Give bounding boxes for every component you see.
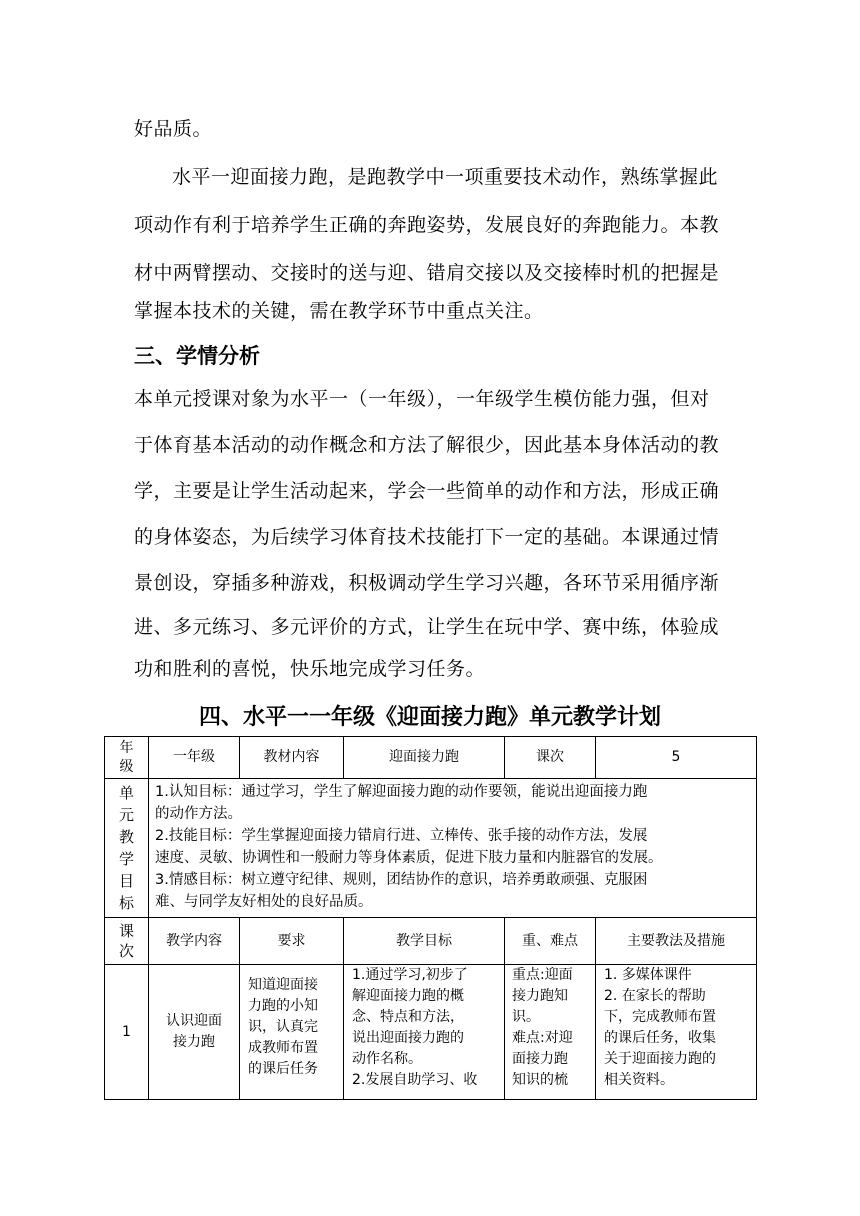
content-para-line: 水平一迎面接力跑，是跑教学中一项重要技术动作，熟练掌握此 bbox=[172, 166, 719, 188]
lesson1-content-cell bbox=[148, 964, 240, 1100]
lesson1-keypoints-cell bbox=[504, 964, 596, 1100]
lesson1-keypoints-line: 识。 bbox=[512, 1009, 540, 1025]
grade-label-cell bbox=[104, 736, 149, 779]
content-para-line: 材中两臂摆动、交接时的送与迎、错肩交接以及交接棒时机的把握是 bbox=[134, 262, 720, 284]
lesson1-methods-line: 的课后任务，收集 bbox=[604, 1030, 716, 1046]
table-title: 四、水平一一年级《迎面接力跑》单元教学计划 bbox=[198, 705, 661, 730]
goal-line: 3.情感目标：树立遵守纪律、规则，团结协作的意识，培养勇敢顽强、克服困 bbox=[155, 872, 648, 888]
lesson1-keypoints-line: 接力跑知 bbox=[512, 988, 568, 1004]
lesson1-objective-line: 动作名称。 bbox=[352, 1051, 422, 1067]
material-value-cell bbox=[343, 736, 505, 779]
analysis-para-line: 学，主要是让学生活动起来，学会一些简单的动作和方法，形成正确 bbox=[134, 480, 720, 502]
paragraph-tail: 好品质。 bbox=[134, 118, 213, 140]
lesson1-objective-line: 念、特点和方法， bbox=[352, 1009, 464, 1025]
header-objective: 教学目标 bbox=[396, 932, 452, 949]
material-value: 迎面接力跑 bbox=[389, 749, 459, 765]
analysis-para-line: 的身体姿态，为后续学习体育技术技能打下一定的基础。本课通过情 bbox=[134, 526, 720, 548]
lesson1-methods-line: 相关资料。 bbox=[604, 1072, 674, 1088]
lesson1-keypoints-line: 重点:迎面 bbox=[512, 967, 573, 983]
lesson1-methods-line: 2. 在家长的帮助 bbox=[604, 988, 706, 1004]
lesson1-keypoints-line: 难点:对迎 bbox=[512, 1030, 573, 1046]
lesson1-requirement-line: 识，认真完 bbox=[248, 1019, 318, 1035]
goal-line: 难、与同学友好相处的良好品质。 bbox=[155, 894, 373, 910]
lesson1-methods-line: 1. 多媒体课件 bbox=[604, 967, 692, 983]
lesson1-requirement-line: 成教师布置 bbox=[248, 1040, 318, 1056]
header-key-points: 重、难点 bbox=[522, 932, 578, 949]
material-label-cell bbox=[239, 736, 344, 779]
lesson1-objective-cell bbox=[343, 964, 505, 1100]
goal-line: 1.认知目标：通过学习，学生了解迎面接力跑的动作要领，能说出迎面接力跑 bbox=[155, 784, 648, 800]
lesson1-methods-line: 下，完成教师布置 bbox=[604, 1009, 716, 1025]
lesson1-requirement-cell bbox=[239, 964, 344, 1100]
lesson1-methods-line: 关于迎面接力跑的 bbox=[604, 1051, 716, 1067]
header-lesson: 课次 bbox=[118, 922, 134, 960]
header-methods-cell bbox=[595, 917, 757, 965]
grade-label: 年级 bbox=[119, 739, 134, 775]
lesson1-number: 1 bbox=[122, 1023, 131, 1040]
content-para-line: 掌握本技术的关键，需在教学环节中重点关注。 bbox=[134, 300, 544, 322]
lesson1-requirement-line: 的课后任务 bbox=[248, 1061, 318, 1077]
section-heading: 三、学情分析 bbox=[134, 344, 260, 368]
goals-label-cell bbox=[104, 778, 149, 918]
lesson1-number-cell bbox=[104, 964, 149, 1100]
lesson1-objective-line: 2.发展自助学习、收 bbox=[352, 1072, 478, 1088]
lesson-count-value: 5 bbox=[671, 749, 681, 765]
goals-label: 单元教学目标 bbox=[118, 784, 134, 912]
header-content-cell bbox=[148, 917, 240, 965]
header-requirement: 要求 bbox=[277, 932, 306, 949]
header-methods: 主要教法及措施 bbox=[627, 932, 725, 949]
analysis-para-line: 功和胜利的喜悦，快乐地完成学习任务。 bbox=[134, 658, 486, 680]
header-lesson-cell bbox=[104, 917, 149, 965]
grade-value: 一年级 bbox=[173, 749, 215, 765]
goal-line: 的动作方法。 bbox=[155, 806, 242, 822]
header-requirement-cell bbox=[239, 917, 344, 965]
lesson1-objective-line: 解迎面接力跑的概 bbox=[352, 988, 464, 1004]
analysis-para-line: 于体育基本活动的动作概念和方法了解很少，因此基本身体活动的教 bbox=[134, 434, 720, 456]
lesson1-requirement-line: 力跑的小知 bbox=[248, 998, 318, 1014]
goal-line: 2.技能目标：学生掌握迎面接力错肩行进、立棒传、张手接的动作方法，发展 bbox=[155, 828, 648, 844]
analysis-para-line: 景创设，穿插多种游戏，积极调动学生学习兴趣，各环节采用循序渐 bbox=[134, 572, 720, 594]
lesson1-keypoints-line: 知识的梳 bbox=[512, 1072, 568, 1088]
analysis-para-line: 进、多元练习、多元评价的方式，让学生在玩中学、赛中练，体验成 bbox=[134, 616, 720, 638]
goal-line: 速度、灵敏、协调性和一般耐力等身体素质，促进下肢力量和内脏器官的发展。 bbox=[155, 850, 663, 866]
header-content: 教学内容 bbox=[166, 932, 222, 949]
lesson1-methods-cell bbox=[595, 964, 757, 1100]
content-para-line: 项动作有利于培养学生正确的奔跑姿势，发展良好的奔跑能力。本教 bbox=[134, 214, 720, 236]
lesson1-content-line: 接力跑 bbox=[173, 1034, 215, 1050]
lesson1-keypoints-line: 面接力跑 bbox=[512, 1051, 568, 1067]
lesson1-content-line: 认识迎面 bbox=[166, 1013, 222, 1029]
header-key-points-cell bbox=[504, 917, 596, 965]
lesson1-objective-line: 说出迎面接力跑的 bbox=[352, 1030, 464, 1046]
lesson-count-value-cell bbox=[595, 736, 757, 779]
grade-value-cell bbox=[148, 736, 240, 779]
goals-cell bbox=[148, 778, 757, 918]
header-objective-cell bbox=[343, 917, 505, 965]
lesson1-objective-line: 1.通过学习,初步了 bbox=[352, 967, 468, 983]
lesson1-requirement-line: 知道迎面接 bbox=[248, 977, 318, 993]
analysis-para-line: 本单元授课对象为水平一（一年级），一年级学生模仿能力强，但对 bbox=[134, 388, 710, 410]
lesson-count-label: 课次 bbox=[536, 749, 564, 765]
material-label: 教材内容 bbox=[263, 749, 320, 765]
lesson-count-label-cell bbox=[504, 736, 596, 779]
